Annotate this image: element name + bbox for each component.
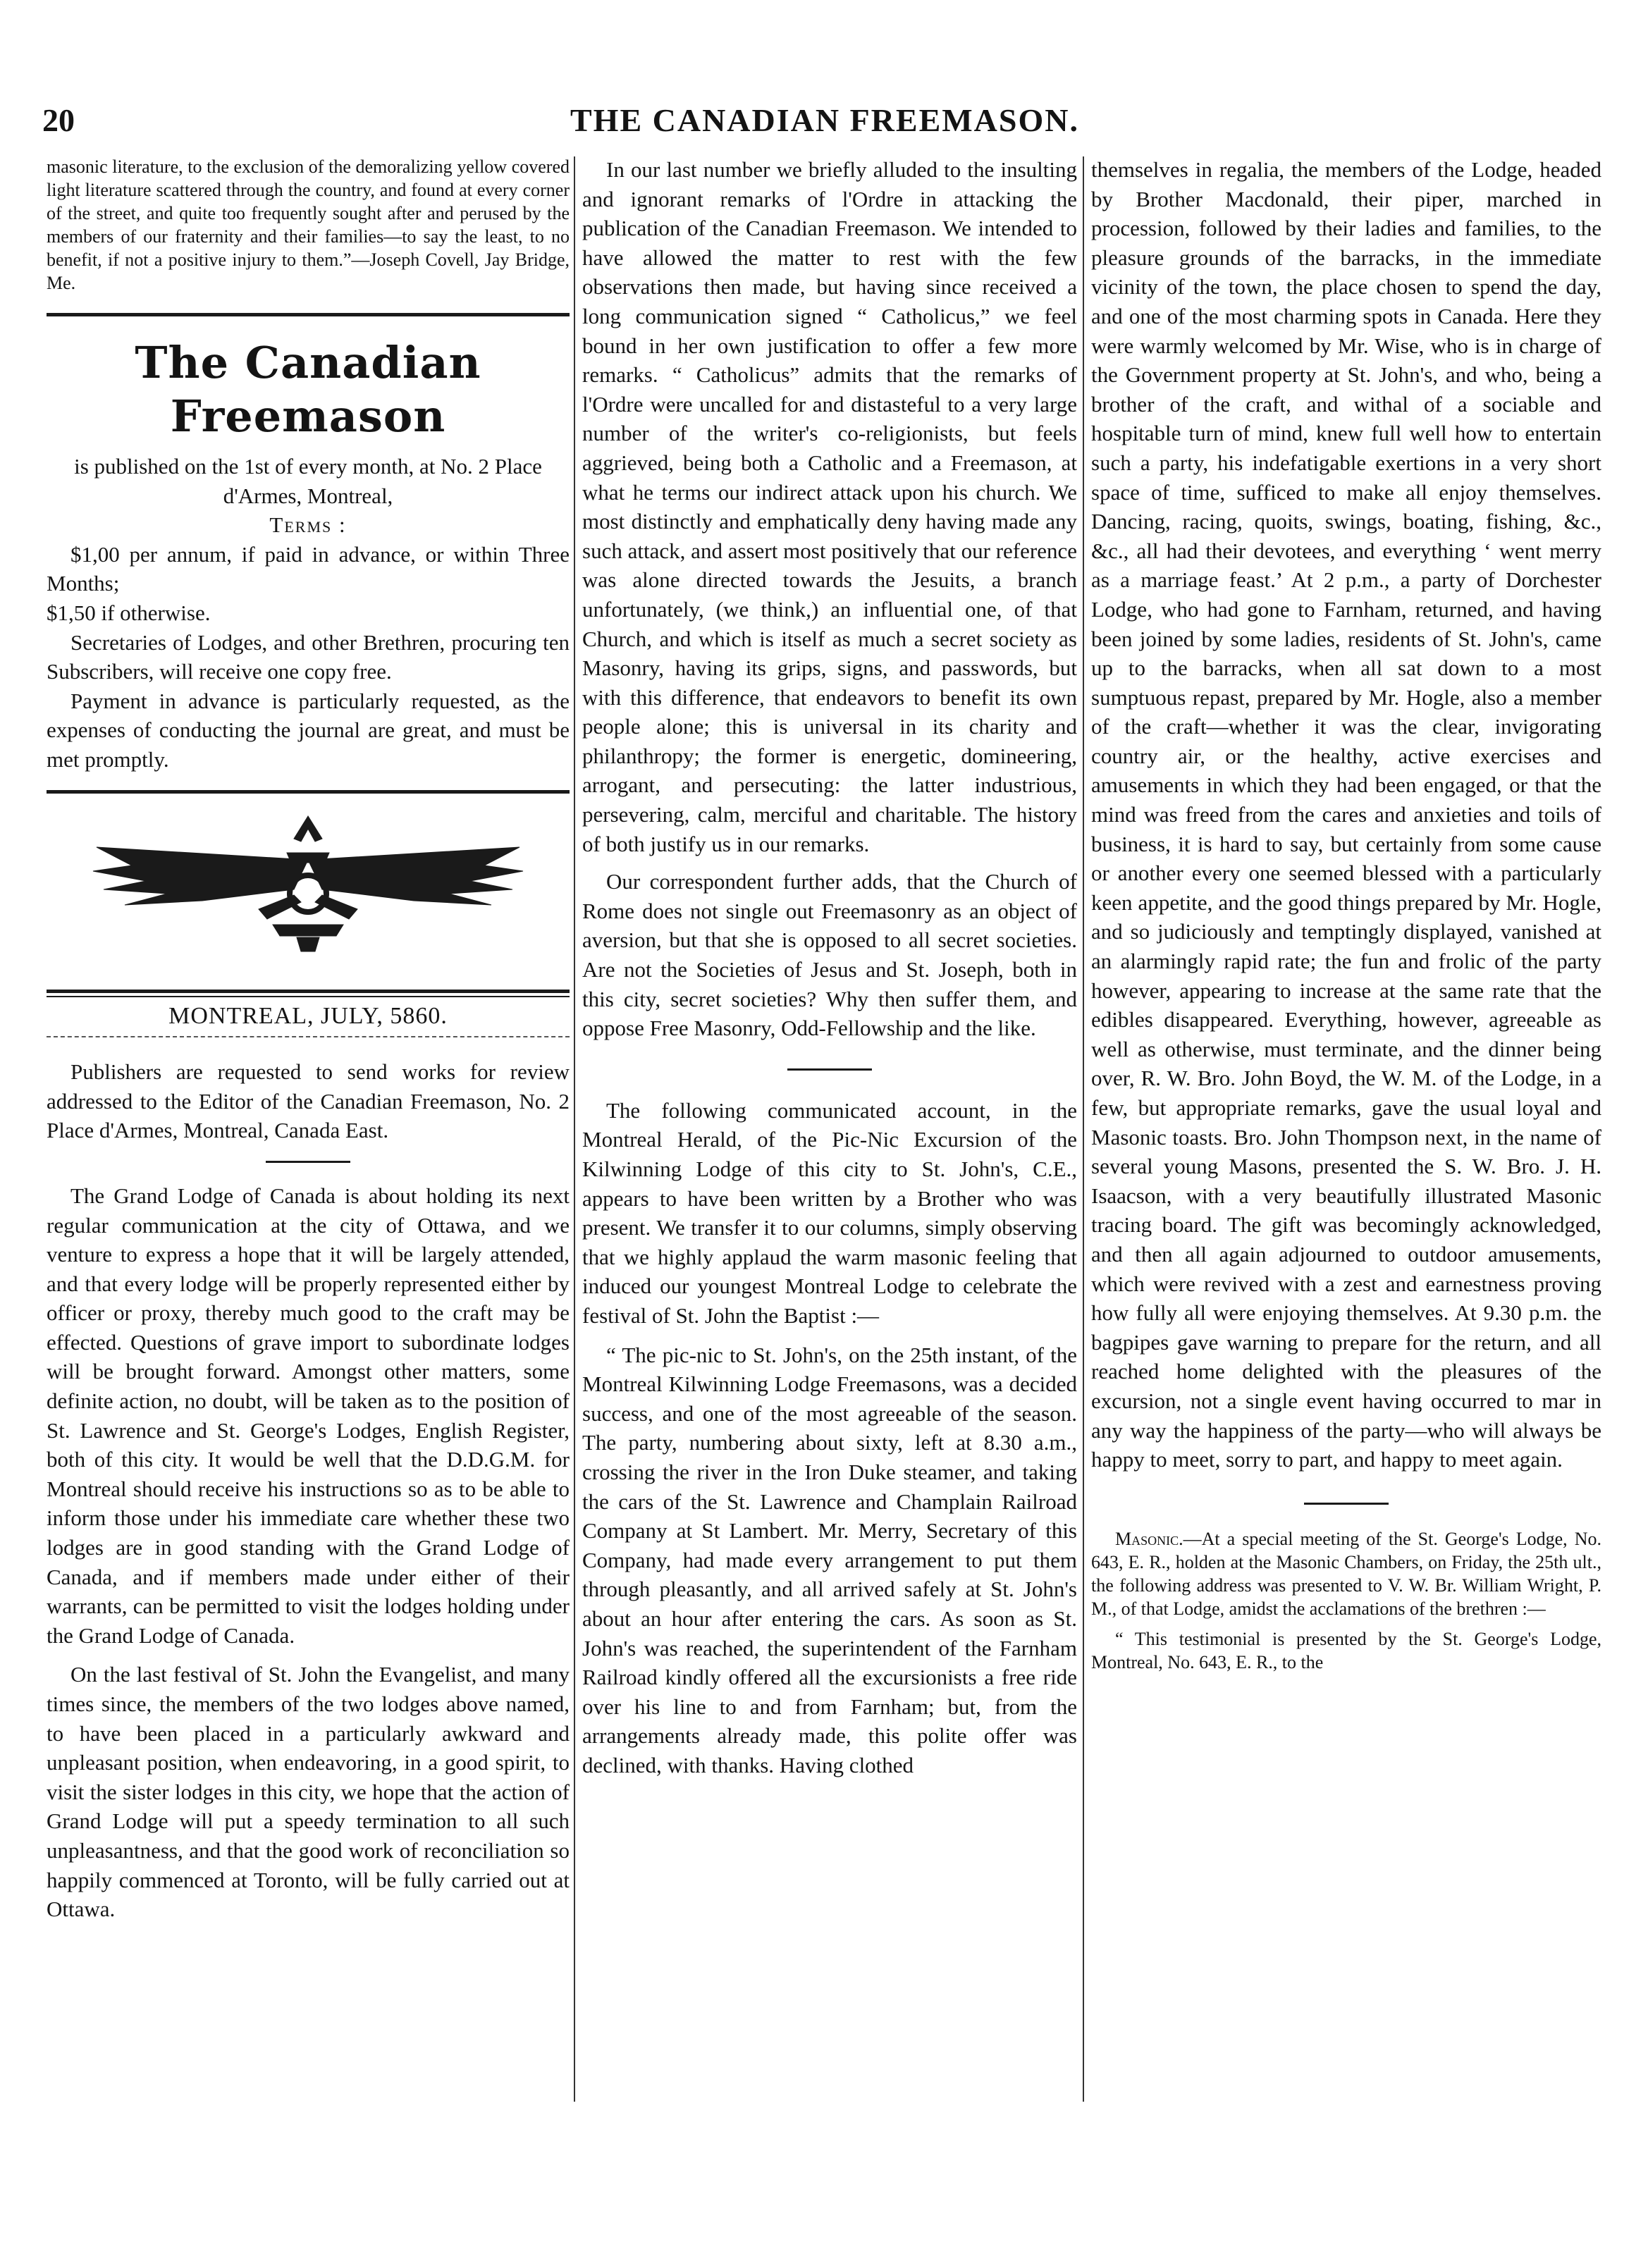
masonic-notice-text: —At a special meeting of the St. George's Lodge, No. 643, E. R., holden at the Masonic Chambers, on Friday, the 25th ult., the following address was presented to V. W. Br. William Wright, P. M., of that Lodge, amidst the acclamations of the brethren :— [1091,1528,1601,1619]
secretaries-offer: Secretaries of Lodges, and other Brethren, procuring ten Subscribers, will receive one copy free. [47,629,570,684]
column-1 [47,155,570,1924]
short-rule [1304,1503,1389,1505]
page-header [42,99,1607,155]
column-rule-1 [574,156,575,2102]
short-rule [787,1068,872,1071]
ordre-paragraph-1: In our last number we briefly alluded to the insulting and ignorant remarks of l'Ordre in attacking the publication of the Canadian Freemason. We intended to have allowed the matter to rest with the few observations then made, but having since received a long communication signed “ Catholicus,” we feel bound in her own justification to offer a few more remarks. “ Catholicus” admits that the remarks of l'Ordre were uncalled for and distasteful to a very large number of the writer's co-religionists, but feels aggrieved, being both a Catholic and a Freemason, at what he terms our indirect attack upon his church. We most distinctly and emphatically deny having made any such attack, and assert most positively that our reference was alone directed towards the Jesuits, a branch unfortunately, (we think,) an influential one, of that Church, and which is itself as much a secret society as Masonry, having its grips, signs, and passwords, but with this difference, that endeavors to benefit its own people alone; this is universal in its charity and philanthropy; the former is energetic, domineering, arrogant, and persecuting: the latter industrious, persevering, calm, merciful and charitable. The history of both justify us in our remarks. [582,157,1077,856]
separator-rule [47,313,570,316]
testimonial-start: “ This testimonial is presented by the St. George's Lodge, Montreal, No. 643, E. R., to the [1091,1628,1601,1672]
short-rule [266,1161,350,1163]
wavy-rule [47,1036,570,1047]
page-number: 20 [42,102,75,138]
masonic-lead: Masonic. [1115,1528,1183,1549]
column-3 [1091,155,1601,1674]
terms-otherwise: $1,50 if otherwise. [47,600,211,625]
terms-heading: Terms : [269,512,347,538]
column-rule-2 [1083,156,1084,2102]
column-2 [582,155,1077,1780]
masonic-emblem-svg [82,811,534,966]
running-title: THE CANADIAN FREEMASON. [570,102,1079,138]
picnic-paragraph-2: themselves in regalia, the members of the Lodge, headed by Brother Macdonald, their piper, marched in procession, followed by their ladies and families, to the pleasure grounds of the barracks, in the immediate vicinity of the town, the place chosen to spend the day, and one of the most charming spots in Canada. Here they were warmly welcomed by Mr. Wise, who is in charge of the Government property at St. John's, and who, being a brother of the craft, and withal of a sociable and hospitable turn of mind, knew full well how to entertain such a party, his indefatigable exertions in a very short space of time, sufficed to make all enjoy themselves. Dancing, racing, quoits, swings, boating, fishing, &c., &c., all had their devotees, and everything ‘ went merry as a marriage feast.’ At 2 p.m., a party of Dorchester Lodge, who had gone to Farnham, returned, and having been joined by some ladies, residents of St. John's, came up to the barracks, when all sat down to a most sumptuous repast, prepared by Mr. Hogle, also a member of the craft—whether it was the clear, invigorating country air, or the healthy, active exercises and amusements in which they had been engaged, or that the mind was freed from the cares and anxieties and toils of business, it is hard to say, but certainly from some cause or another every one seemed blessed with a particularly keen appetite, and the good things prepared by Mr. Hogle, and so judiciously and temptingly displayed, vanished at an alarmingly rapid rate; the fun and frolic of the party however, appearing to increase at the same rate that the edibles disappeared. Everything, however, agreeable as well as otherwise, must terminate, and the dinner being over, R. W. Bro. John Boyd, the W. M. of the Lodge, in a few, but appropriate remarks, gave the usual loyal and Masonic toasts. Bro. John Thompson next, in the name of several young Masons, presented the S. W. Bro. J. H. Isaacson, with a very beautifully illustrated Masonic tracing board. The gift was becomingly acknowledged, and then all again adjourned to outdoor amusements, which were revived with a zest and earnestness proving how fully all were enjoying themselves. At 9.30 p.m. the bagpipes gave warning to prepare for the return, and all reached home delighted with the pleasures of the excursion, not a single event having occurred to mar in any way the happiness of the party—who will always be happy to meet, sorry to part, and happy to meet again. [1091,157,1601,1472]
intro-quote: masonic literature, to the exclusion of the demoralizing yellow covered light literature scattered through the country, and found at every corner of the street, and quite too frequently sought after and perused by the members of our fraternity and their families—to say the least, to no benefit, if not a positive injury to them.”—Joseph Covell, Jay Bridge, Me. [47,156,570,293]
published-line: is published on the 1st of every month, at No. 2 Place d'Armes, Montreal, [74,454,542,508]
ordre-paragraph-2: Our correspondent further adds, that the Church of Rome does not single out Freemasonry as an object of aversion, but that she is opposed to all secret societies. Are not the Societies of Jesus and St. Joseph, both in this city, secret societies? Why then suffer them, and oppose Free Masonry, Odd-Fellowship and the like. [582,869,1077,1041]
masthead-title: The Canadian Freemason [135,337,481,442]
grand-lodge-paragraph-1: The Grand Lodge of Canada is about holding its next regular communication at the city of Ottawa, and we venture to express a hope that it will be largely attended, and that every lodge will be properly represented either by officer or proxy, thereby much good to the craft may be effected. Questions of grave import to subordinate lodges will be brought forward. Amongst other matters, some definite action, no doubt, will be taken as to the position of St. Lawrence and St. George's Lodges, English Register, both of this city. It would be well that the D.D.G.M. for Montreal should receive his instructions so as to be able to inform those under his immediate care whether these two lodges are in good standing with the Grand Lodge of Canada, and if members made under either of their warrants, can be permitted to visit the lodges holding under the Grand Lodge of Canada. [47,1183,570,1648]
herald-intro: The following communicated account, in the Montreal Herald, of the Pic-Nic Excursion of the Kilwinning Lodge of this city to St. John's, C.E., appears to have been written by a Brother who was present. We transfer it to our columns, simply observing that we highly applaud the warm masonic feeling that induced our youngest Montreal Lodge to celebrate the festival of St. John the Baptist :— [582,1097,1077,1328]
separator-rule-thin [47,996,570,997]
publishers-notice: Publishers are requested to send works for review addressed to the Editor of the Canadian Freemason, No. 2 Place d'Armes, Montreal, Canada East. [47,1059,570,1143]
masonic-notice [1091,1527,1601,1620]
terms-annual: $1,00 per annum, if paid in advance, or within Three Months; [47,541,570,596]
separator-rule [47,990,570,993]
masonic-emblem-icon [47,796,570,980]
separator-rule [47,790,570,794]
dateline: MONTREAL, JULY, 5860. [168,1002,448,1029]
payment-notice: Payment in advance is particularly requested, as the expenses of conducting the journal are great, and must be met promptly. [47,688,570,772]
grand-lodge-paragraph-2: On the last festival of St. John the Evangelist, and many times since, the members of the two lodges above named, to have been placed in a particularly awkward and unpleasant position, when endeavoring, in a good spirit, to visit the sister lodges in this city, we hope that the action of Grand Lodge will put a speedy termination to all such unpleasantness, and that the good work of reconciliation so happily commenced at Toronto, will be fully carried out at Ottawa. [47,1662,570,1922]
picnic-paragraph-1: “ The pic-nic to St. John's, on the 25th instant, of the Montreal Kilwinning Lodge Freemasons, was a decided success, and one of the most agreeable of the season. The party, numbering about sixty, left at 8.30 a.m., crossing the river in the Iron Duke steamer, and taking the cars of the St. Lawrence and Champlain Railroad Company at St Lambert. Mr. Merry, Secretary of this Company, had made every arrangement to put them through pleasantly, and all arrived safely at St. John's about an hour after entering the cars. As soon as St. John's was reached, the superintendent of the Farnham Railroad kindly offered all the excursionists a free ride over his line to and from Farnham; but, from the arrangements already made, this polite offer was declined, with thanks. Having clothed [582,1342,1077,1777]
